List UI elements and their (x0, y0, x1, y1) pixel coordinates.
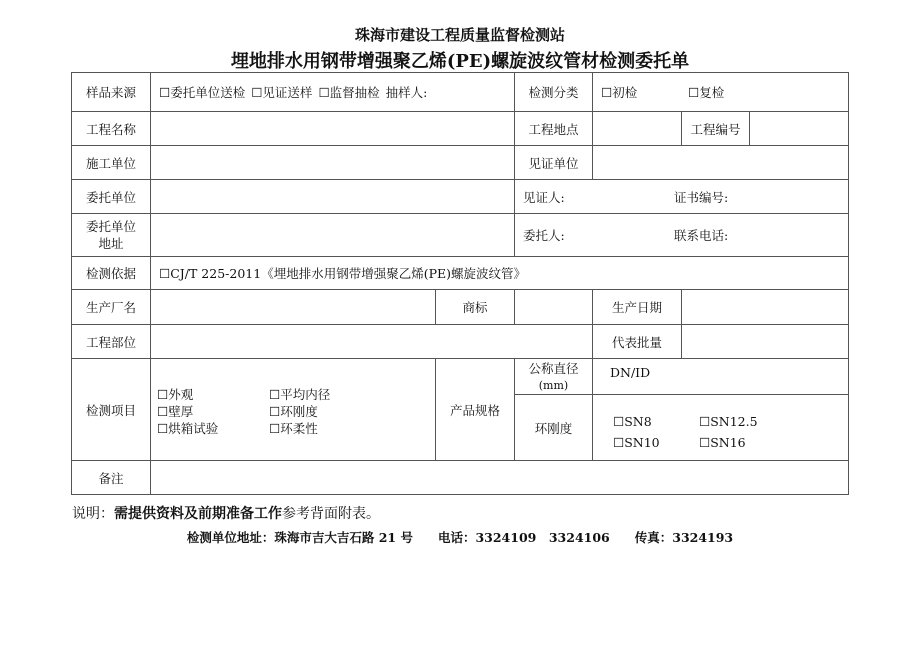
checkbox-ring-stiffness[interactable]: ☐环刚度 (269, 404, 318, 419)
client-unit-field[interactable] (151, 180, 515, 214)
checkbox-appearance[interactable]: ☐外观 (157, 387, 194, 402)
checkbox-sn16[interactable]: ☐SN16 (699, 435, 746, 450)
sampler-label: 抽样人: (385, 85, 428, 100)
checkbox-sn12-5[interactable]: ☐SN12.5 (699, 414, 758, 429)
stiffness-cell (593, 395, 849, 461)
client-address-label: 委托单位地址 (72, 214, 151, 257)
checkbox-ring-flexibility[interactable]: ☐环柔性 (269, 421, 318, 436)
witness-unit-field[interactable] (593, 146, 849, 180)
project-part-field[interactable] (151, 325, 593, 359)
test-items-label: 检测项目 (72, 359, 151, 461)
note-suffix: 参考背面附表。 (282, 506, 380, 522)
checkbox-oven-test[interactable]: ☐烘箱试验 (157, 421, 219, 436)
checkbox-sn8[interactable]: ☐SN8 (613, 414, 652, 429)
diameter-value: DN/ID (610, 365, 651, 380)
witness-unit-label: 见证单位 (515, 146, 593, 180)
brand-field[interactable] (515, 290, 593, 325)
batch-field[interactable] (682, 325, 849, 359)
footer-fax: 传真：3324193 (634, 530, 734, 545)
diameter-label: 公称直径 (528, 360, 579, 376)
note-prefix: 说明： (72, 506, 114, 522)
client-person-label: 委托人: (523, 228, 565, 243)
construction-unit-field[interactable] (151, 146, 515, 180)
sample-source-cell (151, 73, 515, 112)
remarks-field[interactable] (151, 461, 849, 495)
org-title: 珠海市建设工程质量监督检测站 (354, 26, 565, 44)
diameter-label-cell (515, 359, 593, 395)
basis-label: 检测依据 (72, 257, 151, 290)
checkbox-avg-inner-diameter[interactable]: ☐平均内径 (269, 387, 331, 402)
project-no-label: 工程编号 (682, 112, 750, 146)
spec-label: 产品规格 (436, 359, 515, 461)
test-type-label: 检测分类 (515, 73, 593, 112)
production-date-field[interactable] (682, 290, 849, 325)
checkbox-retest[interactable]: ☐复检 (688, 85, 725, 100)
client-unit-label: 委托单位 (72, 180, 151, 214)
project-location-label: 工程地点 (515, 112, 593, 146)
checkbox-sn10[interactable]: ☐SN10 (613, 435, 660, 450)
witness-cell[interactable] (515, 180, 849, 214)
footer-address: 检测单位地址：珠海市吉大吉石路 21 号 (186, 530, 413, 545)
test-items-cell (151, 359, 436, 461)
diameter-field[interactable] (593, 359, 849, 395)
footer (0, 528, 920, 546)
production-date-label: 生产日期 (593, 290, 682, 325)
project-name-label: 工程名称 (72, 112, 151, 146)
batch-label: 代表批量 (593, 325, 682, 359)
checkbox-wall-thickness[interactable]: ☐壁厚 (157, 404, 194, 419)
footer-phone: 电话：3324109 3324106 (437, 530, 610, 545)
certificate-label: 证书编号: (674, 189, 729, 205)
checkbox-basis-standard[interactable]: ☐CJ/T 225-2011《埋地排水用钢带增强聚乙烯(PE)螺旋波纹管》 (151, 257, 849, 290)
witness-label: 见证人: (523, 189, 565, 205)
manufacturer-label: 生产厂名 (72, 290, 151, 325)
stiffness-label: 环刚度 (515, 395, 593, 461)
test-type-cell (593, 73, 849, 112)
construction-unit-label: 施工单位 (72, 146, 151, 180)
project-no-field[interactable] (750, 112, 849, 146)
remarks-label: 备注 (72, 461, 151, 495)
project-part-label: 工程部位 (72, 325, 151, 359)
project-location-field[interactable] (593, 112, 682, 146)
manufacturer-field[interactable] (151, 290, 436, 325)
sample-source-label: 样品来源 (72, 73, 151, 112)
form-title: 埋地排水用钢带增强聚乙烯(PE)螺旋波纹管材检测委托单 (230, 51, 690, 72)
note-bold: 需提供资料及前期准备工作 (114, 506, 282, 522)
project-name-field[interactable] (151, 112, 515, 146)
brand-label: 商标 (436, 290, 515, 325)
checkbox-supervision-sample[interactable]: ☐监督抽检 (318, 85, 380, 100)
checkbox-initial-test[interactable]: ☐初检 (601, 85, 638, 100)
commission-form-table (71, 72, 849, 495)
note (72, 503, 380, 523)
diameter-unit: (mm) (538, 378, 569, 392)
client-person-cell[interactable] (515, 214, 849, 257)
client-address-field[interactable] (151, 214, 515, 257)
phone-label: 联系电话: (674, 228, 729, 243)
checkbox-witness-sample[interactable]: ☐见证送样 (251, 85, 313, 100)
checkbox-client-delivery[interactable]: ☐委托单位送检 (159, 85, 246, 100)
